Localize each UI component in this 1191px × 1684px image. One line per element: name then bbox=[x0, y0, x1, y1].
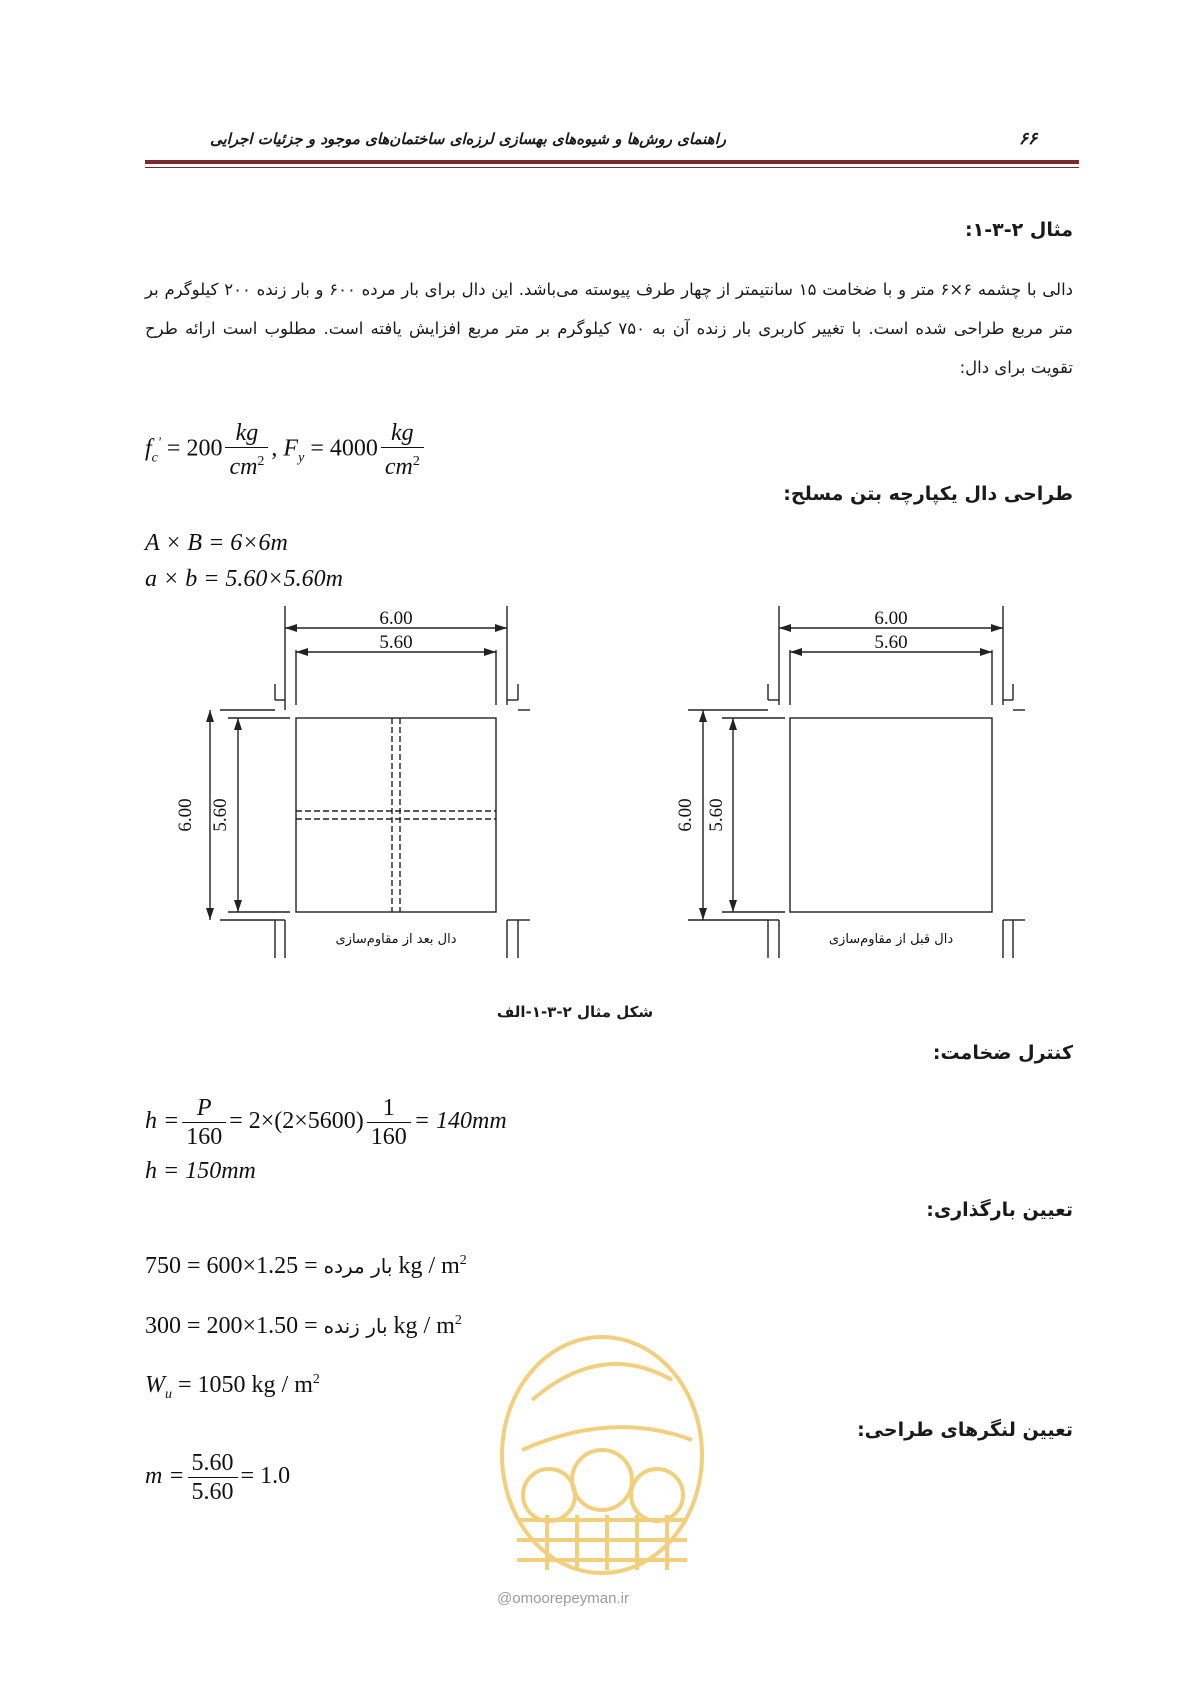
example-paragraph: دالی با چشمه ۶×۶ متر و با ضخامت ۱۵ سانتیمتر از چهار طرف پیوسته می‌باشد. این دال برای بار مرده ۶۰۰ و بار زنده ۲۰۰ کیلوگرم بر متر مربع طراحی شده است. با تغییر کاربری بار زنده آن به ۷۵۰ کیلوگرم بر متر مربع افزایش یافته است. مطلوب است ارائه طرح تقویت برای دال: bbox=[145, 280, 1074, 377]
right-inner-vdim: 5.60 bbox=[706, 798, 727, 832]
figure-caption: شکل مثال ۲-۳-۱-الف bbox=[496, 1003, 654, 1021]
design-heading: طراحی دال یکپارچه بتن مسلح: bbox=[783, 483, 1073, 505]
loading-heading: تعیین بارگذاری: bbox=[926, 1199, 1073, 1221]
label-before-strengthening: دال قبل از مقاوم‌سازی bbox=[828, 932, 954, 947]
thickness-formula: h = $\frac{P}{160}$ = 2×(2×5600) $\frac{1}{160}$ = 140mm bbox=[145, 1095, 507, 1150]
right-outer-dim: 6.00 bbox=[874, 608, 908, 629]
fy-value: 4000 bbox=[329, 435, 378, 462]
left-outer-dim: 6.00 bbox=[379, 608, 413, 629]
dim-axb: a × b = 5.60×5.60m bbox=[145, 566, 343, 592]
fc-value: 200 bbox=[186, 435, 223, 462]
right-inner-dim: 5.60 bbox=[874, 632, 908, 653]
moments-heading: تعیین لنگرهای طراحی: bbox=[857, 1419, 1073, 1441]
right-outer-vdim: 6.00 bbox=[675, 798, 696, 832]
fc-unit: $\frac{kg}{cm^2}$ bbox=[225, 420, 268, 480]
slab-after-panel bbox=[210, 606, 530, 958]
example-heading: مثال ۲-۳-۱: bbox=[965, 219, 1073, 241]
watermark-seal bbox=[492, 1320, 712, 1580]
m-ratio-formula: m = $\frac{5.60}{5.60}$ = 1.0 bbox=[145, 1450, 291, 1505]
dim-AxB: A × B = 6×6m bbox=[145, 530, 288, 556]
left-outer-vdim: 6.00 bbox=[175, 798, 196, 832]
page-number: ۶۶ bbox=[1019, 129, 1038, 149]
watermark-url: @omoorepeyman.ir bbox=[497, 1590, 629, 1607]
slab-before-panel bbox=[688, 606, 1025, 958]
dead-load-formula: بار مرده = 1.25×600 = 750 kg / $m^2$ bbox=[145, 1253, 467, 1279]
fy-unit: $\frac{kg}{cm^2}$ bbox=[381, 420, 424, 480]
wu-formula: $W_u = 1050$ kg / $m^2$ bbox=[145, 1372, 320, 1402]
thickness-final: h = 150mm bbox=[145, 1158, 256, 1184]
thickness-heading: کنترل ضخامت: bbox=[932, 1042, 1073, 1064]
material-formula: $f_c' = 200$ $\frac{kg}{cm^2}$ , $F_y = 4000$ $\frac{kg}{cm^2}$ bbox=[145, 420, 427, 480]
running-header-title: راهنمای روش‌ها و شیوه‌های بهسازی لرزه‌ای ساختمان‌های موجود و جزئیات اجرایی bbox=[209, 130, 726, 148]
label-after-strengthening: دال بعد از مقاوم‌سازی bbox=[335, 932, 457, 947]
live-load-formula: بار زنده = 1.50×200 = 300 kg / $m^2$ bbox=[145, 1313, 462, 1339]
left-inner-vdim: 5.60 bbox=[210, 798, 231, 832]
left-inner-dim: 5.60 bbox=[379, 632, 413, 653]
